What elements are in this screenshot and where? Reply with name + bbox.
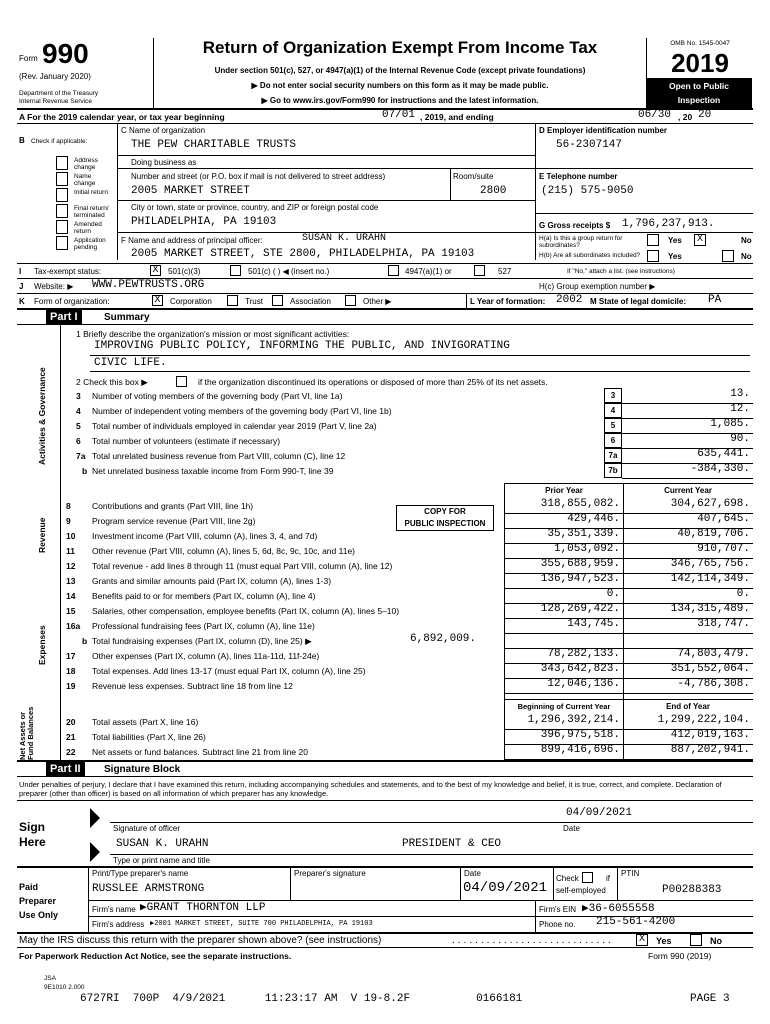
gov-box-label: 4	[604, 403, 622, 418]
current-year-value: 318,747.	[697, 618, 750, 630]
prior-year-value: 355,688,959.	[540, 558, 620, 570]
line-a-label: A For the 2019 calendar year, or tax year beginning	[19, 112, 225, 122]
l-label: L Year of formation:	[470, 297, 546, 306]
officer-label: F Name and address of principal officer:	[121, 236, 263, 245]
tax-exempt-label: Tax-exempt status:	[34, 267, 102, 276]
gov-line-num: 6	[76, 436, 81, 446]
current-year-value: 40,819,706.	[677, 528, 750, 540]
preparer-date: 04/09/2021	[463, 880, 548, 896]
officer-name: SUSAN K. URAHN	[302, 233, 387, 244]
4947-label: 4947(a)(1) or	[405, 267, 452, 276]
officer-address: 2005 MARKET STREET, STE 2800, PHILADELPHIA, PA 19103	[131, 248, 475, 260]
preparer-label: Preparer	[19, 896, 57, 906]
page-number: PAGE 3	[690, 993, 730, 1005]
subtitle-2: ▶ Do not enter social security numbers on this form as it may be made public.	[251, 81, 549, 90]
preparer-phone: 215-561-4200	[596, 916, 676, 928]
other-label: Other ▶	[363, 297, 392, 306]
gov-line-text: Total unrelated business revenue from Part VIII, column (C), line 12	[92, 451, 346, 461]
dept-line1: Department of the Treasury	[19, 90, 99, 97]
fin-line-num: 11	[66, 546, 75, 556]
firm-name: ▶GRANT THORNTON LLP	[140, 902, 266, 914]
fin-line-num: 21	[66, 732, 76, 742]
room-suite: 2800	[480, 185, 507, 197]
current-year-header: Current Year	[664, 486, 712, 495]
side-revenue: Revenue	[37, 517, 47, 553]
prior-year-value: 136,947,523.	[540, 573, 620, 585]
current-year-value: 1,299,222,104.	[657, 714, 750, 726]
fin-line-num: 12	[66, 561, 76, 571]
prior-year-value: 429,446.	[567, 513, 620, 525]
527-label: 527	[498, 267, 512, 276]
gov-line-num: 3	[76, 391, 81, 401]
discuss-yes-box[interactable]: X	[636, 934, 648, 946]
check-box-2[interactable]	[56, 188, 68, 202]
public-inspection-stamp	[396, 505, 494, 531]
current-year-value: -4,786,308.	[677, 678, 750, 690]
firm-ein: ▶36-6055558	[582, 903, 655, 915]
hb-yes-box[interactable]	[647, 250, 659, 262]
firm-address-label: Firm's address	[92, 920, 145, 929]
gov-box-label: 6	[604, 433, 622, 448]
perjury-statement: Under penalties of perjury, I declare that I have examined this return, including accompanying schedules and statements, and to the best of my knowledge and belief, it is true, correct, and complete. Declaration of preparer (other than officer) is based on all information of which preparer has any knowledge.	[19, 780, 722, 798]
fin-line-text: Total revenue - add lines 8 through 11 (must equal Part VIII, column (A), line 12)	[92, 561, 393, 571]
d-label: D Employer identification number	[539, 126, 668, 135]
gov-box-label: 7b	[604, 463, 622, 478]
tax-year: 2019	[671, 48, 729, 78]
side-activities: Activities & Governance	[37, 367, 47, 465]
m-label: M State of legal domicile:	[590, 297, 687, 306]
signature-label: Signature of officer	[113, 824, 181, 833]
ha-label: H(a) Is this a group return for subordinates?	[539, 235, 623, 249]
year-formation: 2002	[556, 294, 583, 306]
gov-line-text: Number of independent voting members of the governing body (Part VI, line 1b)	[92, 406, 392, 416]
line-a-yr: , 20	[678, 112, 693, 122]
state-domicile: PA	[708, 294, 722, 306]
fin-line-text: Total liabilities (Part X, line 26)	[92, 732, 206, 742]
other-box[interactable]	[345, 295, 356, 306]
part2-tag: Part II	[46, 762, 85, 776]
e-label: E Telephone number	[539, 172, 618, 181]
gov-value: 635,441.	[697, 448, 750, 460]
prior-year-value: 1,296,392,214.	[527, 714, 620, 726]
subtitle-3: ▶ Go to www.irs.gov/Form990 for instructions and the latest information.	[261, 96, 539, 105]
check-label-5: Application pending	[74, 237, 106, 251]
prior-year-value: 343,642,823.	[540, 663, 620, 675]
discuss-no: No	[710, 936, 722, 946]
city-label: City or town, state or province, country, and ZIP or foreign postal code	[131, 203, 379, 212]
i-label: I	[19, 267, 22, 276]
current-year-value: 887,202,941.	[670, 744, 750, 756]
gov-line-num: b	[82, 466, 88, 476]
hb-no: No	[741, 252, 752, 261]
gov-value: 12.	[730, 403, 750, 415]
gross-receipts: 1,796,237,913.	[622, 218, 715, 230]
org-name: THE PEW CHARITABLE TRUSTS	[131, 139, 297, 151]
prior-year-value: 12,046,136.	[547, 678, 620, 690]
gov-line-num: 7a	[76, 451, 86, 461]
fin-line-text: Contributions and grants (Part VIII, line 1h)	[92, 501, 254, 511]
part1-tag: Part I	[46, 310, 82, 324]
street-label: Number and street (or P.O. box if mail is not delivered to street address)	[131, 172, 386, 181]
discuss-question: May the IRS discuss this return with the preparer shown above? (see instructions)	[19, 935, 382, 946]
tax-year-end-yr: 20	[698, 109, 712, 121]
telephone: (215) 575-9050	[541, 185, 634, 197]
prep-name-label: Print/Type preparer's name	[92, 869, 189, 878]
b-label: B	[19, 136, 25, 145]
website: WWW.PEWTRUSTS.ORG	[92, 279, 205, 291]
corporation-label: Corporation	[170, 297, 212, 306]
hb-note: If "No," attach a list. (see instructions)	[567, 268, 675, 275]
hb-label: H(b) Are all subordinates included?	[539, 252, 641, 259]
signature-date: 04/09/2021	[566, 807, 633, 819]
rev-date: (Rev. January 2020)	[19, 72, 91, 81]
k-label: K	[19, 297, 25, 306]
here-label: Here	[19, 835, 46, 849]
check-label-3: Final return/ terminated	[74, 205, 109, 219]
gov-value: 1,085.	[710, 418, 750, 430]
if-label: if	[606, 874, 610, 883]
fundraising-total: 6,892,009.	[410, 633, 477, 645]
discuss-no-box[interactable]	[690, 934, 702, 946]
check-box-3[interactable]	[56, 204, 68, 218]
c-label: C Name of organization	[121, 126, 206, 135]
gov-box-label: 7a	[604, 448, 622, 463]
hc-label: H(c) Group exemption number ▶	[539, 282, 656, 291]
prior-year-value: 143,745.	[567, 618, 620, 630]
phone-label: Phone no.	[539, 920, 576, 929]
self-employed-label: self-employed	[556, 886, 606, 895]
corporation-box[interactable]: X	[152, 295, 163, 306]
fin-line-text: Salaries, other compensation, employee benefits (Part IX, column (A), lines 5–10)	[92, 606, 400, 616]
check-label: Check	[556, 874, 579, 883]
fin-line-text: Professional fundraising fees (Part IX, column (A), line 11e)	[92, 621, 315, 631]
tax-year-begin: 07/01	[382, 109, 416, 121]
fin-line-text: Investment income (Part VIII, column (A), lines 3, 4, and 7d)	[92, 531, 318, 541]
fin-line-text: Program service revenue (Part VIII, line 2g)	[92, 516, 256, 526]
gov-line-text: Total number of individuals employed in calendar year 2019 (Part V, line 2a)	[92, 421, 377, 431]
date-label: Date	[563, 824, 580, 833]
current-year-value: 142,114,349.	[670, 573, 750, 585]
prior-year-value: 0.	[606, 588, 620, 600]
line1-text: 1 Briefly describe the organization's mission or most significant activities:	[76, 329, 350, 339]
check-box-1[interactable]	[56, 172, 68, 186]
fin-line-text: Benefits paid to or for members (Part IX, column (A), line 4)	[92, 591, 316, 601]
association-box[interactable]	[272, 295, 283, 306]
room-label: Room/suite	[453, 172, 494, 181]
stamp-line2: PUBLIC INSPECTION	[404, 519, 486, 528]
501c3-box[interactable]: X	[150, 265, 161, 276]
line-a-mid: , 2019, and ending	[420, 112, 494, 122]
dba-label: Doing business as	[131, 158, 197, 167]
prior-year-value: 1,053,092.	[553, 543, 620, 555]
prior-year-value: 318,855,082.	[540, 498, 620, 510]
prior-year-value: 899,416,696.	[540, 744, 620, 756]
check-box-0[interactable]	[56, 156, 68, 170]
subtitle-1: Under section 501(c), 527, or 4947(a)(1) of the Internal Revenue Code (except private foundations)	[214, 66, 586, 75]
dept-line2: Internal Revenue Service	[19, 98, 92, 105]
ha-yes-box[interactable]	[647, 234, 659, 246]
gov-value: 90.	[730, 433, 750, 445]
side-expenses: Expenses	[37, 625, 47, 665]
firm-address: ▶2001 MARKET STREET, SUITE 700 PHILADELPHIA, PA 19103	[150, 920, 373, 928]
gov-line-text: Total number of volunteers (estimate if necessary)	[92, 436, 281, 446]
check-label-0: Address change	[74, 157, 98, 171]
check-applicable: Check if applicable:	[31, 138, 88, 145]
current-year-value: 910,707.	[697, 543, 750, 555]
fin-line-num: 13	[66, 576, 76, 586]
association-label: Association	[290, 297, 331, 306]
fin-line-text: Revenue less expenses. Subtract line 18 from line 12	[92, 681, 293, 691]
prior-year-header: Prior Year	[545, 486, 583, 495]
gov-box-label: 5	[604, 418, 622, 433]
ha-yes: Yes	[668, 236, 682, 245]
signer-title: PRESIDENT & CEO	[402, 838, 502, 850]
501c-label: 501(c) ( ) ◀ (insert no.)	[248, 267, 330, 276]
line2-box[interactable]	[176, 376, 187, 387]
fin-line-num: 15	[66, 606, 76, 616]
form-title: Return of Organization Exempt From Income Tax	[202, 38, 598, 57]
fin-line-num: 22	[66, 747, 76, 757]
fin-line-num: 8	[66, 501, 71, 511]
fin-line-text: Total assets (Part X, line 16)	[92, 717, 199, 727]
line2-a: 2 Check this box ▶	[76, 377, 148, 387]
ha-no-box[interactable]: X	[694, 234, 706, 246]
website-label: Website: ▶	[34, 282, 74, 291]
fin-line-num: 9	[66, 516, 71, 526]
hb-yes: Yes	[668, 252, 682, 261]
current-year-value: 134,315,489.	[670, 603, 750, 615]
prep-date-label: Date	[464, 869, 481, 878]
mission-1: IMPROVING PUBLIC POLICY, INFORMING THE PUBLIC, AND INVIGORATING	[94, 340, 510, 352]
signer-name: SUSAN K. URAHN	[116, 838, 209, 850]
self-employed-box[interactable]	[582, 872, 593, 883]
hb-no-box[interactable]	[722, 250, 734, 262]
type-print-label: Type or print name and title	[113, 856, 210, 865]
current-year-value: 304,627,698.	[670, 498, 750, 510]
gov-value: 13.	[730, 388, 750, 400]
gov-value: -384,330.	[690, 463, 750, 475]
use-only-label: Use Only	[19, 910, 59, 920]
prep-sig-label: Preparer's signature	[294, 869, 366, 878]
fin-line-num: 19	[66, 681, 76, 691]
open-public-1: Open to Public	[669, 81, 729, 91]
check-label-1: Name change	[74, 173, 96, 187]
fin-line-num: 16a	[66, 621, 81, 631]
sign-label: Sign	[19, 820, 45, 834]
4947-box[interactable]	[388, 265, 399, 276]
j-label: J	[19, 282, 24, 291]
fin-line-num: b	[82, 636, 88, 646]
fin-line-text: Net assets or fund balances. Subtract line 21 from line 20	[92, 747, 308, 757]
discuss-yes: Yes	[656, 936, 672, 946]
omb-number: OMB No. 1545-0047	[670, 40, 730, 47]
ptin-label: PTIN	[621, 869, 640, 878]
501c3-label: 501(c)(3)	[168, 267, 201, 276]
fin-line-text: Grants and similar amounts paid (Part IX, column (A), lines 1-3)	[92, 576, 332, 586]
fin-line-text: Total fundraising expenses (Part IX, column (D), line 25) ▶	[92, 636, 312, 646]
fin-line-text: Other revenue (Part VIII, column (A), lines 5, 6d, 8c, 9c, 10c, and 11e)	[92, 546, 355, 556]
prior-year-value: 78,282,133.	[547, 648, 620, 660]
side-net-assets: Net Assets or Fund Balances	[18, 706, 35, 760]
firm-ein-label: Firm's EIN	[539, 905, 577, 914]
prior-year-value: 128,269,422.	[540, 603, 620, 615]
gov-line-num: 4	[76, 406, 81, 416]
line2-b: if the organization discontinued its operations or disposed of more than 25% of its net assets.	[198, 377, 548, 387]
g-label: G Gross receipts $	[539, 221, 611, 230]
part2-title: Signature Block	[104, 764, 181, 775]
fin-line-text: Total expenses. Add lines 13-17 (must equal Part IX, column (A), line 25)	[92, 666, 366, 676]
street-address: 2005 MARKET STREET	[131, 185, 250, 197]
ein: 56-2307147	[556, 139, 623, 151]
open-public-2: Inspection	[677, 95, 721, 105]
form-footer: Form 990 (2019)	[648, 951, 712, 961]
gov-line-text: Net unrelated business taxable income from Form 990-T, line 39	[92, 466, 334, 476]
prior-year-value: 396,975,518.	[540, 729, 620, 741]
current-year-value: 351,552,064.	[670, 663, 750, 675]
eoy-header: End of Year	[666, 702, 710, 711]
gov-box-label: 3	[604, 388, 622, 403]
fin-line-num: 17	[66, 651, 76, 661]
fin-line-num: 18	[66, 666, 76, 676]
form-number: 990	[42, 38, 89, 69]
fin-line-num: 10	[66, 531, 76, 541]
current-year-value: 412,019,163.	[670, 729, 750, 741]
form-org-label: Form of organization:	[34, 297, 110, 306]
ptin: P00288383	[662, 884, 722, 896]
fin-line-text: Other expenses (Part IX, column (A), lines 11a-11d, 11f-24e)	[92, 651, 320, 661]
check-label-4: Amended return	[74, 221, 102, 235]
check-box-4[interactable]	[56, 220, 68, 234]
part1-title: Summary	[104, 312, 150, 323]
current-year-value: 346,765,756.	[670, 558, 750, 570]
form-word: Form	[19, 54, 38, 63]
501c-box[interactable]	[230, 265, 241, 276]
check-label-2: Initial return	[74, 189, 108, 196]
ha-no: No	[741, 236, 752, 245]
gov-line-num: 5	[76, 421, 81, 431]
preparer-name: RUSSLEE ARMSTRONG	[92, 883, 205, 895]
jsa-code: 9E1010 2.000	[44, 984, 85, 991]
current-year-value: 74,803,479.	[677, 648, 750, 660]
fin-line-num: 14	[66, 591, 76, 601]
paid-label: Paid	[19, 882, 39, 892]
boy-header: Beginning of Current Year	[517, 702, 611, 711]
city-state-zip: PHILADELPHIA, PA 19103	[131, 216, 277, 228]
check-box-5[interactable]	[56, 236, 68, 250]
paperwork-notice: For Paperwork Reduction Act Notice, see the separate instructions.	[19, 951, 292, 961]
discuss-dots: ............................	[452, 935, 614, 946]
jsa-label: JSA	[44, 975, 56, 982]
mission-2: CIVIC LIFE.	[94, 357, 167, 369]
current-year-value: 0.	[736, 588, 750, 600]
stamp-line1: COPY FOR	[424, 507, 466, 516]
fin-line-num: 20	[66, 717, 76, 727]
tax-year-end: 06/30	[638, 109, 672, 121]
trust-box[interactable]	[227, 295, 238, 306]
sign-arrow-2	[90, 842, 100, 862]
firm-name-label: Firm's name	[92, 905, 136, 914]
current-year-value: 407,645.	[697, 513, 750, 525]
gov-line-text: Number of voting members of the governing body (Part VI, line 1a)	[92, 391, 343, 401]
prior-year-value: 35,351,339.	[547, 528, 620, 540]
sign-arrow-1	[90, 808, 100, 828]
trust-label: Trust	[245, 297, 263, 306]
527-box[interactable]	[474, 265, 485, 276]
print-stamp: 6727RI 700P 4/9/2021 11:23:17 AM V 19-8.2F 0166181	[80, 993, 523, 1005]
